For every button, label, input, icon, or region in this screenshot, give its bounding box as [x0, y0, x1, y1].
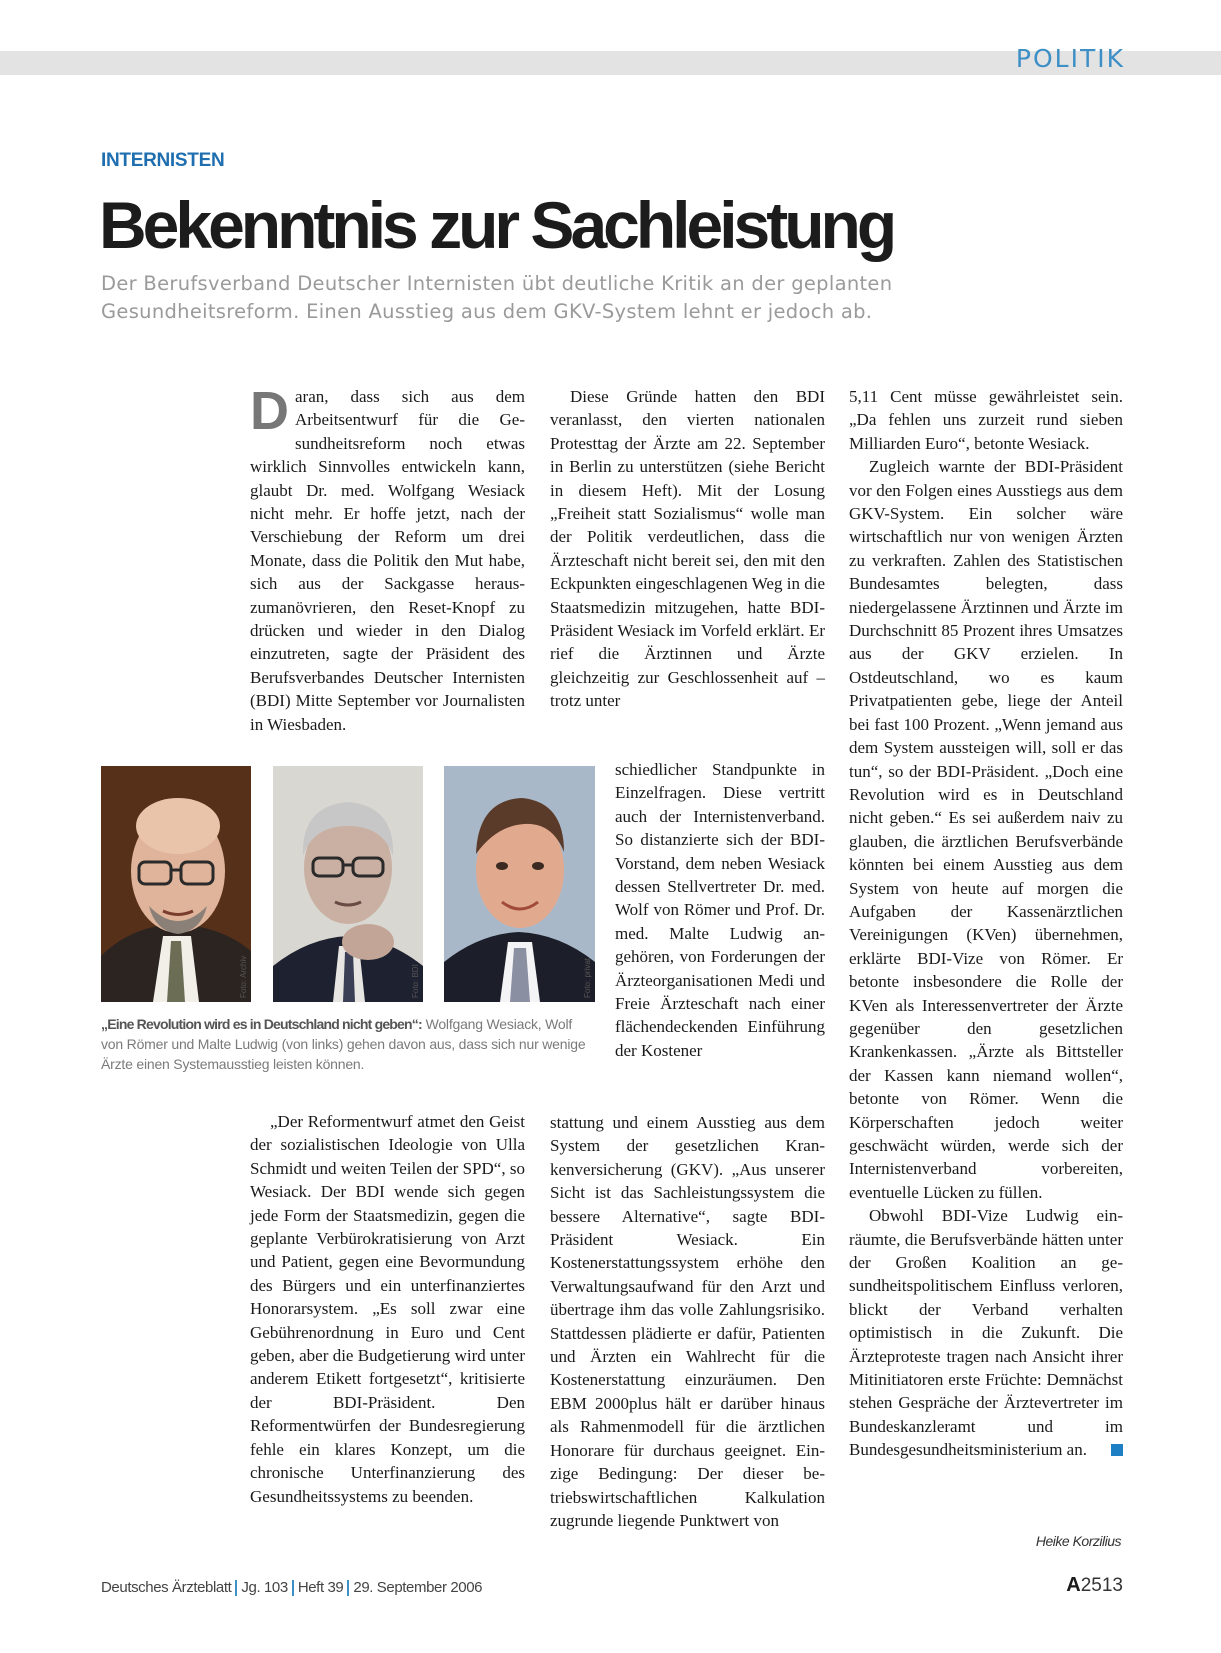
footer-volume: Jg. 103: [241, 1579, 288, 1596]
paragraph-cent: 5,11 Cent müsse gewährleistet sein. „Da fehlen uns zurzeit rund sieben Milliarden Euro“, betonte Wesiack.: [849, 387, 1123, 453]
paragraph-ludwig: Obwohl BDI-Vize Ludwig einräumte, die Berufsverbände hätten unter der Großen Koalition an gesundheitspolitischem Einfluss verloren, blickt der Verband verhalten optimistisch in die Zukunft. Die Ärzteproteste tragen nach Ansicht ihrer Mitinitiatoren erste Früchte: Demnächst stehen Gespräche der Ärztevertreter im Bundeskanzleramt und im Bundesgesundheitsministerium an.: [849, 1206, 1123, 1460]
photo-wesiack: [101, 766, 251, 1002]
paragraph-reformentwurf: „Der Reformentwurf atmet den Geist der sozialistischen Ideologie von Ulla Schmidt und weiten Teilen der SPD“, so Wesiack. Der BDI wende sich gegen jede Form der Staatsmedizin, gegen die geplante Verbürokratisierung von Arzt und Patient, gegen eine Bevormundung des Bürgers und ein unterfinanziertes Honorarsystem. „Es soll zwar eine Gebührenordnung in Euro und Cent geben, aber die Budgetierung wird unter anderem Etikett fortgesetzt“, kritisierte der BDI-Präsident. Den Reformentwürfen der Bundesregierung fehle ein klares Konzept, um die chronische Unterfinanzierung des Gesundheitssystems zu beenden.: [250, 1112, 525, 1506]
footer-separator: [292, 1580, 294, 1596]
article-title: Bekenntnis zur Sachleistung: [99, 188, 894, 262]
photo-credit-1: Foto: Archiv: [239, 955, 248, 998]
footer-date: 29. September 2006: [353, 1579, 483, 1596]
portrait-roemer-icon: [273, 766, 423, 1002]
column-2-middle: [615, 758, 825, 1062]
article-author: Heike Korzilius: [1035, 1533, 1121, 1549]
article-kicker: INTERNISTEN: [101, 150, 225, 171]
column-1-top: [250, 381, 525, 736]
footer-issue: Heft 39: [297, 1579, 344, 1596]
photo-caption: [101, 1014, 591, 1074]
paragraph-ausstieg: Zugleich warnte der BDI-Präsident vor den Folgen eines Ausstiegs aus dem GKV-System. Ein solcher wäre wirtschaftlich nur von wenigen Ärzten zu verkraften. Zahlen des Statistischen Bundesamtes belegten, dass niedergelassene Ärztinnen und Ärzte im Durchschnitt 85 Prozent ihres Umsatzes aus der GKV erzielen. In Ostdeutschland, wo es kaum Privatpatienten gebe, liege der Anteil bei fast 100 Prozent. „Wenn jemand aus dem System aussteigen will, soll er das tun“, so der BDI-Präsident. „Doch eine Revolution wird es in Deutschland nicht geben.“ Es sei außerdem naiv zu glauben, die ärztlichen Berufsverbände könnten bei einem Ausstieg aus dem System von heute auf morgen die Aufgaben der Kassenärztlichen Vereinigungen (KVen) übernehmen, erklärte BDI-Vize von Römer. Er betonte insbesondere die Rolle der KVen als Interessenvertreter der Ärzte gegenüber den gesetzlichen Krankenkassen. „Ärzte als Bittsteller der Kassen kann niemand wollen“, betonte von Römer. Wenn die Körperschaften jedoch weiter geschwächt würden, werde sich der Internistenverband vorbereiten, eventuelle Lücken zu füllen.: [849, 457, 1123, 1202]
footer-journal: Deutsches Ärzteblatt: [101, 1579, 232, 1596]
end-mark-icon: [1111, 1444, 1123, 1456]
column-3: [849, 385, 1123, 1462]
footer-separator: [347, 1580, 349, 1596]
article-subtitle: [101, 270, 961, 326]
subtitle-line-1: Der Berufsverband Deutscher Internisten übt deutliche Kritik an der geplanten: [101, 272, 893, 295]
paragraph-gruende-cont: schiedlicher Standpunkte in Einzelfragen. Diese vertritt auch der Internistenverband. So distanzierte sich der BDI-Vorstand, dem neben Wesiack dessen Stellvertreter Dr. med. Wolf von Römer und Prof. Dr. med. Malte Ludwig angehören, von Forderungen der Ärzteorganisationen Medi und Freie Ärzteschaft nach einer flächendeckenden Einführung der Kostener: [615, 760, 825, 1060]
photo-credit-2: Foto: BDI: [411, 964, 420, 998]
portrait-ludwig-icon: [444, 766, 595, 1002]
column-2-bottom: [550, 1111, 825, 1532]
paragraph-gruende: Diese Gründe hatten den BDI veranlasst, den vierten nationalen Protesttag der Ärzte am 22. September in Berlin zu unterstützen (siehe Bericht in diesem Heft). Mit der Losung „Freiheit statt Sozialismus“ wolle man der Politik verdeutlichen, dass die Ärzteschaft nicht bereit sei, den mit den Eckpunkten eingeschlagenen Weg in die Staatsmedizin mitzugehen, hatte BDI-Präsident Wesiack im Vorfeld erklärt. Er rief die Ärztinnen und Ärzte gleichzeitig zur Geschlossenheit auf – trotz unter: [550, 387, 825, 711]
paragraph-gruende-end: stattung und einem Ausstieg aus dem System der gesetzlichen Krankenversicherung (GKV). „Aus unserer Sicht ist das Sachleistungssystem die bessere Alternative“, sagte BDI-Präsident Wesiack. Ein Kostenerstattungssystem erhöhe den Verwaltungsaufwand für den Arzt und übertrage ihm das volle Zahlungsrisiko. Stattdessen plädierte er dafür, Patienten und Ärzten ein Wahlrecht für die Kostenerstattung einzuräumen. Den EBM 2000plus hält er darüber hinaus als Rahmenmodell für die ärztlichen Honorare für durchaus geeignet. Einzige Bedingung: Der dieser betriebswirtschaftlichen Kalkulation zugrunde liegende Punktwert von: [550, 1113, 825, 1530]
page-prefix: A: [1066, 1574, 1081, 1596]
section-label: POLITIK: [1015, 44, 1125, 73]
paragraph-intro: aran, dass sich aus dem Arbeitsentwurf für die Gesundheitsreform noch etwas wirklich Sinnvolles entwickeln kann, glaubt Dr. med. Wolfgang Wesiack nicht mehr. Er hoffe jetzt, nach der Verschiebung der Reform um drei Monate, dass die Politik den Mut habe, sich aus der Sackgasse herauszumanövrieren, den Reset-Knopf zu drücken und wieder in den Dialog einzutreten, sagte der Präsident des Berufsverbandes Deutscher Internisten (BDI) Mitte September vor Journalisten in Wiesbaden.: [250, 387, 525, 734]
page-number: [1066, 1574, 1123, 1597]
photo-credit-3: Foto: privat: [583, 957, 592, 998]
drop-cap: D: [250, 381, 289, 441]
photo-ludwig: [444, 766, 595, 1002]
column-1-bottom: [250, 1110, 525, 1508]
column-2-top: [550, 385, 825, 713]
footer-separator: [235, 1580, 237, 1596]
page-footer: [101, 1579, 482, 1596]
caption-quote: „Eine Revolution wird es in Deutschland nicht geben“:: [101, 1016, 422, 1032]
caption-text: Wolfgang Wesiack, Wolf von Römer und Malte Ludwig (von links) gehen davon aus, dass sich nur wenige Ärzte einen Systemausstieg leisten können.: [101, 1016, 586, 1072]
photo-roemer: [273, 766, 423, 1002]
subtitle-line-2: Gesundheitsreform. Einen Ausstieg aus dem GKV-System lehnt er jedoch ab.: [101, 300, 873, 323]
portrait-wesiack-icon: [101, 766, 251, 1002]
page-number-value: 2513: [1080, 1575, 1123, 1596]
